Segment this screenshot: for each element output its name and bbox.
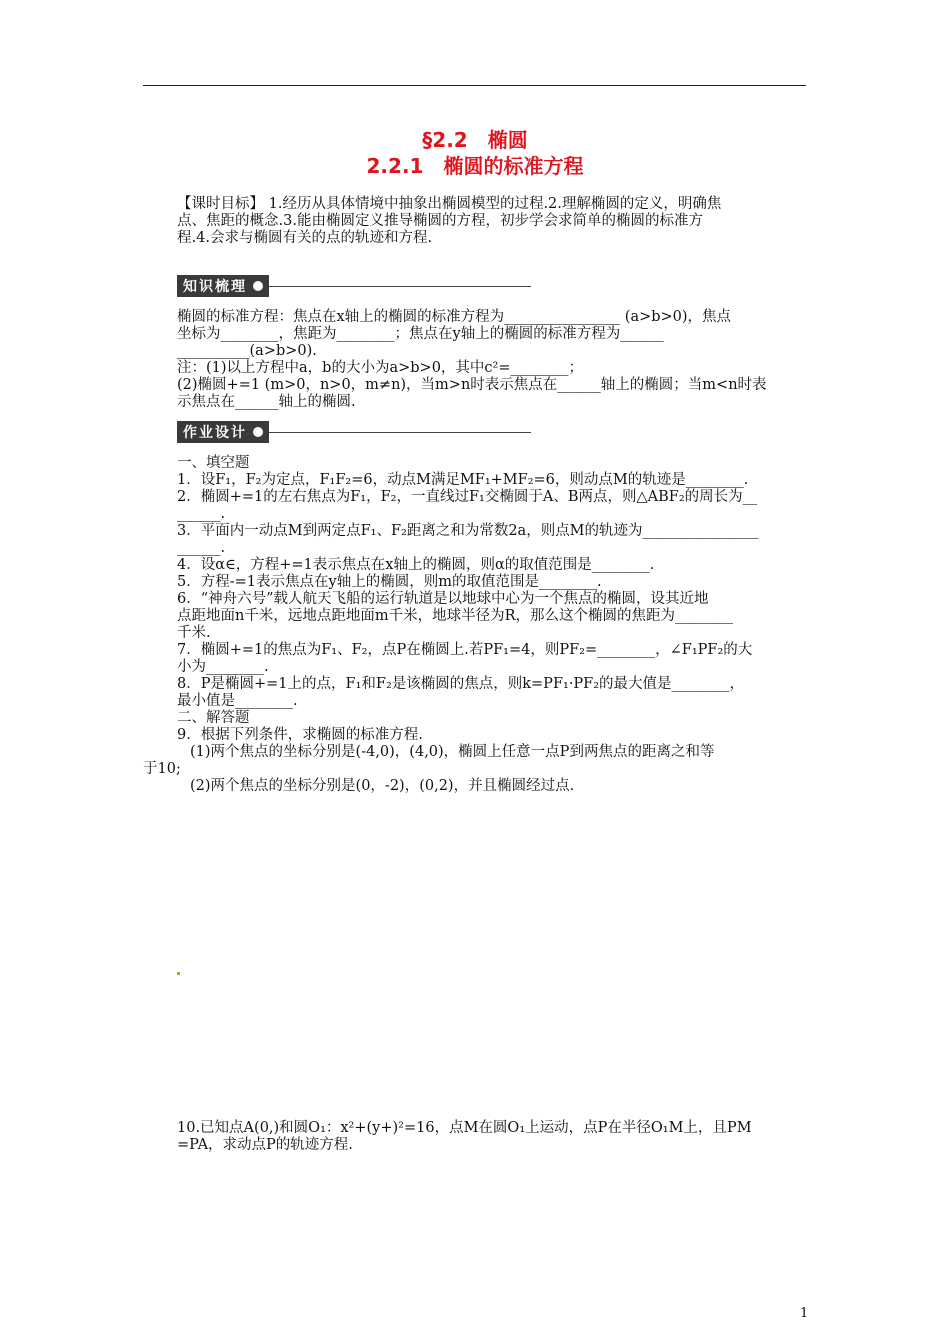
top-rule xyxy=(143,85,806,86)
q1: 1．设F₁，F₂为定点，F₁F₂=6，动点M满足MF₁+MF₂=6，则动点M的轨迹是________. xyxy=(177,472,749,488)
homework-banner xyxy=(177,421,531,443)
q5: 5．方程-=1表示焦点在y轴上的椭圆，则m的取值范围是________. xyxy=(177,574,602,590)
q2-line-1: 2．椭圆+=1的左右焦点为F₁，F₂，一直线过F₁交椭圆于A、B两点，则△ABF₂的周长为__ xyxy=(177,489,758,505)
q9-2: (2)两个焦点的坐标分别是(0，-2)，(0,2)，并且椭圆经过点. xyxy=(190,778,575,794)
knowledge-line-1: 椭圆的标准方程：焦点在x轴上的椭圆的标准方程为________________ (a>b>0)，焦点 xyxy=(177,309,732,325)
goals-line-1: 【课时目标】 1.经历从具体情境中抽象出椭圆模型的过程.2.理解椭圆的定义，明确焦 xyxy=(177,196,722,212)
q4: 4．设α∈，方程+=1表示焦点在x轴上的椭圆，则α的取值范围是________. xyxy=(177,557,655,573)
homework-banner-label: 作业设计 xyxy=(183,425,247,441)
q10-line-2: =PA，求动点P的轨迹方程. xyxy=(177,1137,353,1153)
knowledge-line-3: __________(a>b>0). xyxy=(177,343,317,359)
q8-line-1: 8．P是椭圆+=1上的点，F₁和F₂是该椭圆的焦点，则k=PF₁·PF₂的最大值是________， xyxy=(177,676,745,692)
q9: 9．根据下列条件，求椭圆的标准方程. xyxy=(177,727,423,743)
knowledge-line-4: 注：(1)以上方程中a，b的大小为a>b>0，其中c²=________； xyxy=(177,360,583,376)
q6-line-3: 千米. xyxy=(177,625,211,641)
q6-line-2: 点距地面n千米，远地点距地面m千米，地球半径为R，那么这个椭圆的焦距为________ xyxy=(177,608,734,624)
knowledge-line-2: 坐标为________，焦距为________；焦点在y轴上的椭圆的标准方程为______ xyxy=(177,326,664,342)
banner-dot-icon xyxy=(253,427,263,437)
homework-banner-box xyxy=(177,421,269,443)
q3-line-2: ______. xyxy=(177,540,226,556)
part1-heading: 一、填空题 xyxy=(177,455,250,471)
knowledge-line-5: (2)椭圆+=1 (m>0，n>0，m≠n)，当m>n时表示焦点在______轴上的椭圆；当m<n时表 xyxy=(177,377,767,393)
q10-line-1: 10.已知点A(0,)和圆O₁：x²+(y+)²=16，点M在圆O₁上运动，点P在半径O₁M上，且PM xyxy=(177,1120,752,1136)
q2-line-2: ______. xyxy=(177,506,226,522)
section-title: §2.2 椭圆 xyxy=(422,128,528,152)
knowledge-banner xyxy=(177,275,531,297)
banner-line xyxy=(269,432,531,433)
part2-heading: 二、解答题 xyxy=(177,710,250,726)
speck-mark xyxy=(177,972,180,975)
q3-line-1: 3．平面内一动点M到两定点F₁、F₂距离之和为常数2a，则点M的轨迹为________________ xyxy=(177,523,759,539)
page-number: 1 xyxy=(800,1306,809,1321)
goals-line-2: 点、焦距的概念.3.能由椭圆定义推导椭圆的方程，初步学会求简单的椭圆的标准方 xyxy=(177,213,703,229)
banner-line xyxy=(269,286,531,287)
goals-line-3: 程.4.会求与椭圆有关的点的轨迹和方程. xyxy=(177,230,433,246)
q8-line-2: 最小值是________. xyxy=(177,693,298,709)
knowledge-banner-label: 知识梳理 xyxy=(183,279,247,295)
knowledge-line-6: 示焦点在______轴上的椭圆. xyxy=(177,394,356,410)
q6-line-1: 6．“神舟六号”载人航天飞船的运行轨道是以地球中心为一个焦点的椭圆，设其近地 xyxy=(177,591,709,607)
knowledge-banner-box xyxy=(177,275,269,297)
q7-line-1: 7．椭圆+=1的焦点为F₁、F₂，点P在椭圆上.若PF₁=4，则PF₂=________，∠F₁PF₂的大 xyxy=(177,642,753,658)
banner-dot-icon xyxy=(253,281,263,291)
q9-1-line-2: 于10; xyxy=(143,761,181,777)
subsection-title: 2.2.1 椭圆的标准方程 xyxy=(366,154,584,178)
q9-1-line-1: (1)两个焦点的坐标分别是(-4,0)，(4,0)，椭圆上任意一点P到两焦点的距离之和等 xyxy=(190,744,715,760)
q7-line-2: 小为________. xyxy=(177,659,269,675)
